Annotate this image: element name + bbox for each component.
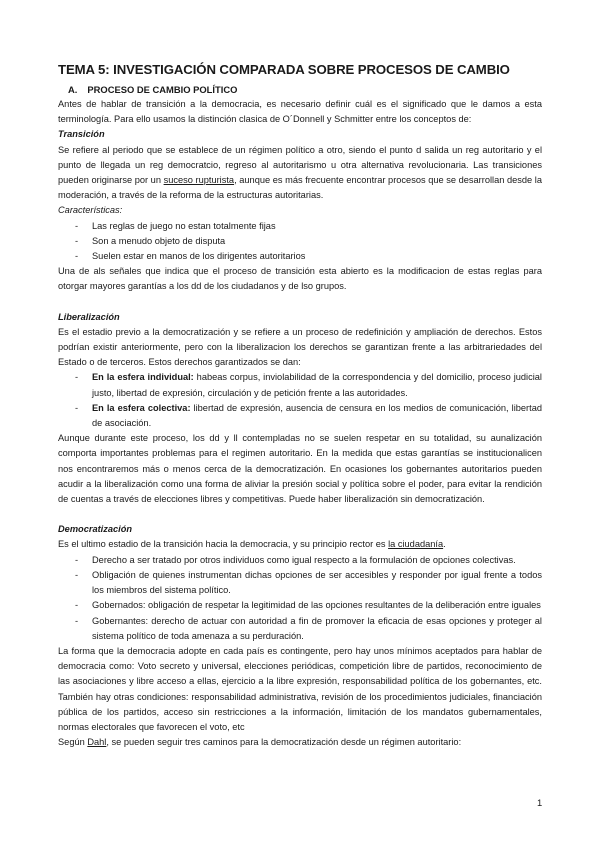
- democratizacion-heading: Democratización: [58, 524, 133, 535]
- citizenship-list: [58, 553, 542, 644]
- section-heading: [68, 84, 542, 95]
- list-item: - Las reglas de juego no estan totalmente fijas: [58, 219, 542, 234]
- section-label: PROCESO DE CAMBIO POLÍTICO: [87, 84, 238, 95]
- list-item: - Obligación de quienes instrumentan dichas opciones de ser accesibles y responder por igual frente a todos los miembros del sistema político.: [58, 568, 542, 598]
- democratizacion-paragraph: Es el ultimo estadio de la transición hacia la democracia, y su principio rector es la ciudadanía.: [58, 539, 446, 550]
- list-item: - En la esfera individual: habeas corpus, inviolabilidad de la correspondencia y del domicilio, proceso judicial justo, libertad de expresión, circulación y de petición frente a las autoridades.: [58, 370, 542, 400]
- liberalizacion-heading: Liberalización: [58, 311, 120, 322]
- section-letter: A.: [68, 84, 78, 95]
- transicion-heading: Transición: [58, 129, 105, 140]
- document-page: [58, 62, 542, 750]
- list-item: - En la esfera colectiva: libertad de expresión, ausencia de censura en los medios de comunicación, libertad de asociación.: [58, 401, 542, 431]
- dahl-link: Dahl: [87, 737, 107, 748]
- intro-paragraph: Antes de hablar de transición a la democracia, es necesario definir cuál es el significado que le damos a esta terminología. Para ello usamos la distinción clasica de O´Donnell y Schmitter entre los conceptos de:: [58, 99, 542, 125]
- page-number: 1: [537, 797, 543, 808]
- features-list: [58, 219, 542, 265]
- list-item: - Gobernados: obligación de respetar la legitimidad de las opciones resultantes de la deliberación entre iguales: [58, 598, 542, 613]
- suceso-rupturista-link: suceso rupturista: [163, 175, 235, 186]
- rights-list: [58, 370, 542, 431]
- liberalizacion-paragraph: Es el estadio previo a la democratización y se refiere a un proceso de redefinición y ampliación de derechos. Estos podrían existir anteriormente, pero con la liberalizacion los derechos se garantizan frente a las arbitrariedades del Estado o de terceros. Estos derechos garantizados se dan:: [58, 326, 542, 368]
- transicion-paragraph-2: Una de als señales que indica que el proceso de transición esta abierto es la modificacion de estas reglas para otorgar mayores garantías a los dd de los ciudadanos y de lso grupos.: [58, 266, 542, 292]
- list-item: - Derecho a ser tratado por otros individuos como igual respecto a la formulación de opciones colectivas.: [58, 553, 542, 568]
- list-item: - Gobernantes: derecho de actuar con autoridad a fin de promover la eficacia de esas opciones y proteger al sistema político de toda amenaza a su perduración.: [58, 614, 542, 644]
- transicion-paragraph: Se refiere al periodo que se establece de un régimen político a otro, siendo el punto d salida un reg autoritario y el punto de llegada un reg democratcio, regreso al autoritarismo u otra alternativa revolucionaria. Las transiciones pueden originarse por un suceso rupturista, aunque es más frecuente encontrar procesos que se desarrollan desde la moderación, a través de la reforma de la estructuras autoritarias.: [58, 144, 543, 201]
- democratizacion-paragraph-2: La forma que la democracia adopte en cada país es contingente, pero hay unos mínimos aceptados para hablar de democracia como: Voto secreto y universal, elecciones periódicas, competición libre de partidos, reconocimiento de las asociaciones y libre acceso a ellas, ejercicio a la libre expresión, responsabilidad política de los gobernantes, etc. También hay otras condiciones: responsabilidad administrativa, revisión de los procedimientos judiciales, financiación pública de los partidos, acceso sin restricciones a la información, limitación de los mandatos gubernamentales, normas electorales que favorecen el voto, etc: [58, 645, 542, 732]
- list-item: - Suelen estar en manos de los dirigentes autoritarios: [58, 249, 542, 264]
- features-label: Características:: [58, 205, 123, 216]
- ciudadania-link: la ciudadanía: [388, 539, 444, 550]
- dahl-paragraph: Según Dahl, se pueden seguir tres caminos para la democratización desde un régimen autoritario:: [58, 737, 462, 748]
- list-item: - Son a menudo objeto de disputa: [58, 234, 542, 249]
- page-title: TEMA 5: INVESTIGACIÓN COMPARADA SOBRE PROCESOS DE CAMBIO: [58, 62, 510, 77]
- liberalizacion-paragraph-2: Aunque durante este proceso, los dd y ll contempladas no se suelen respetar en su totalidad, su aunalización comporta importantes problemas para el regimen autoritario. En la medida que estas garantías se institucionalicen nos encontraremos más o menos cerca de la democratización. En ocasiones los gobernantes autoritarios pueden acudir a la liberalización como una forma de aliviar la presión social y política sobre el poder, para evitar la rendición de cuentas a través de elecciones libres y competitivas. Puede haber liberalización sin democratización.: [58, 433, 542, 505]
